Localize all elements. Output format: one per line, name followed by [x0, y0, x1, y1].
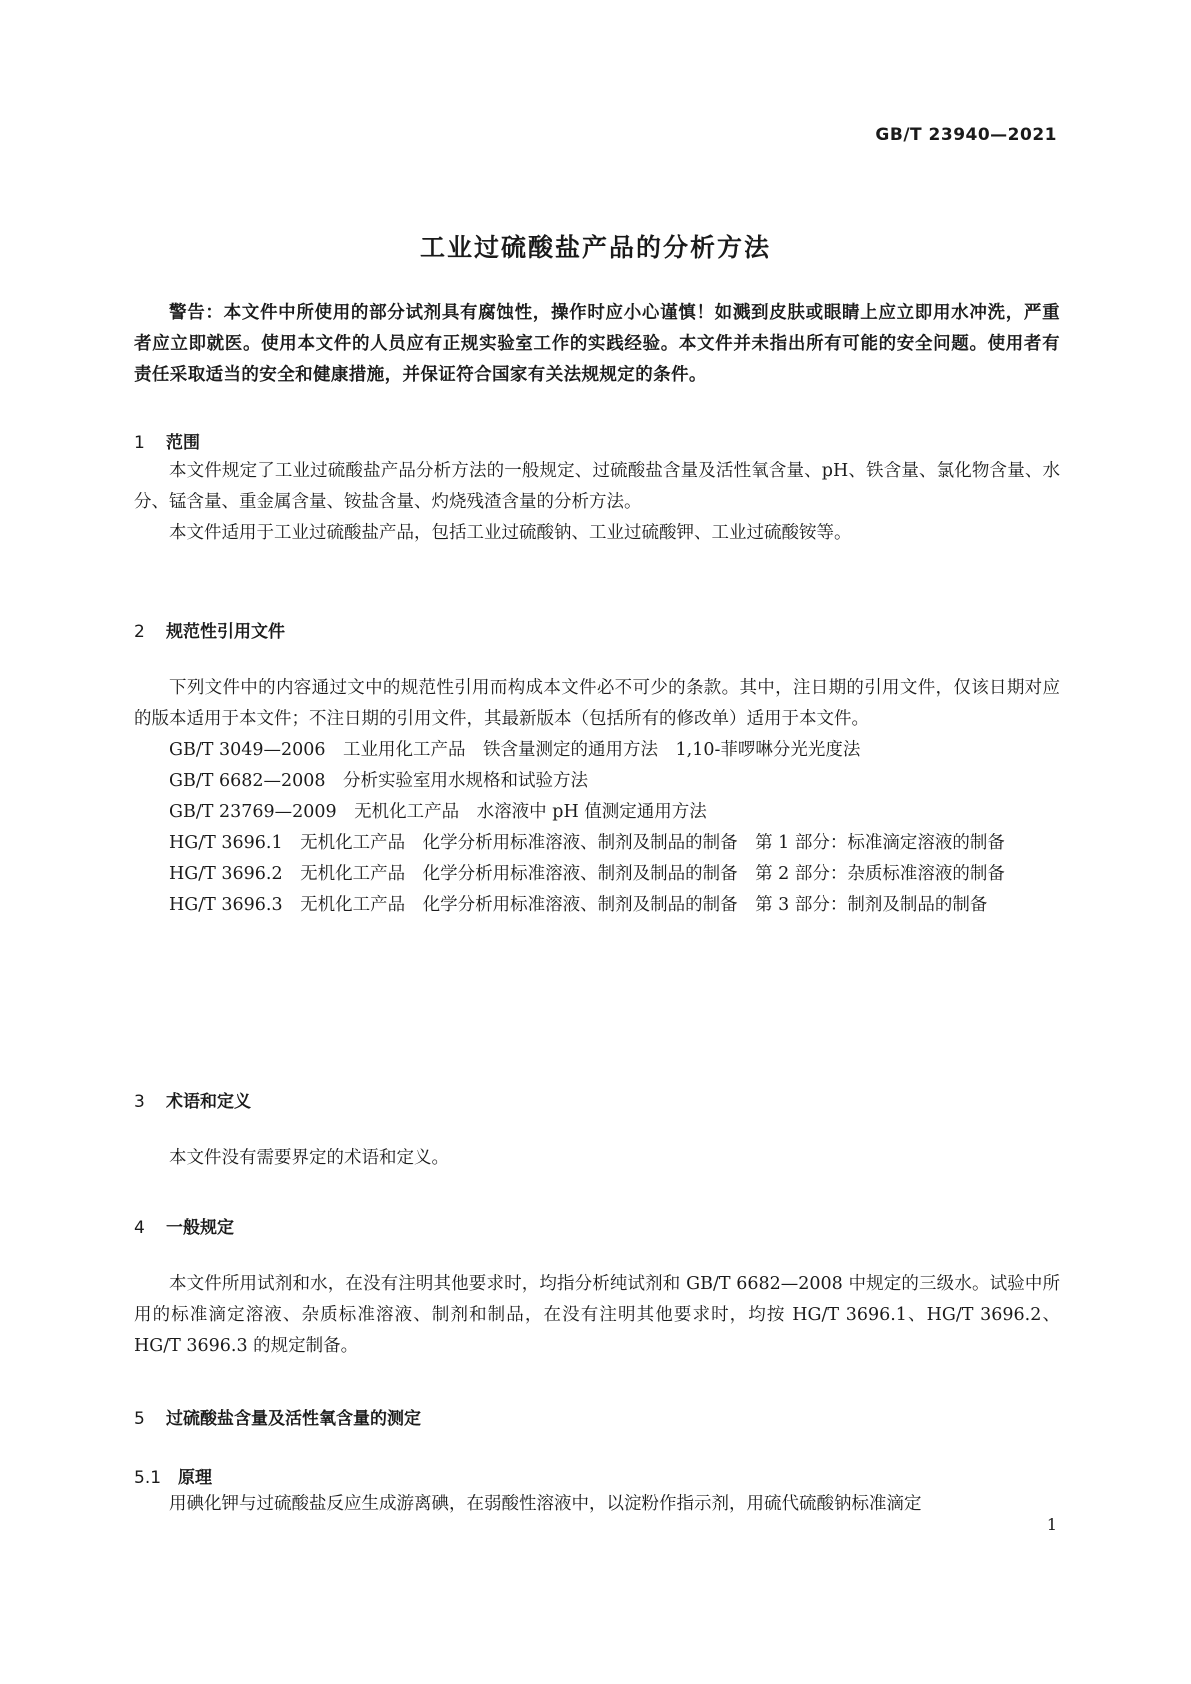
- section-3-heading: [134, 1087, 251, 1112]
- section-number: 1: [134, 433, 145, 453]
- section-4-heading: [134, 1213, 234, 1238]
- paragraph: 本文件规定了工业过硫酸盐产品分析方法的一般规定、过硫酸盐含量及活性氧含量、pH、铁含量、氯化物含量、水分、锰含量、重金属含量、铵盐含量、灼烧残渣含量的分析方法。: [134, 461, 1060, 512]
- section-number: 2: [134, 622, 145, 642]
- reference-item: GB/T 3049—2006 工业用化工产品 铁含量测定的通用方法 1,10-菲啰啉分光光度法: [169, 740, 861, 760]
- section-title: 术语和定义: [166, 1092, 251, 1112]
- section-title: 一般规定: [166, 1218, 234, 1238]
- section-title: 过硫酸盐含量及活性氧含量的测定: [166, 1409, 421, 1429]
- warning-notice: 警告：本文件中所使用的部分试剂具有腐蚀性，操作时应小心谨慎！如溅到皮肤或眼睛上应立即用水冲洗，严重者应立即就医。使用本文件的人员应有正规实验室工作的实践经验。本文件并未指出所有可能的安全问题。使用者有责任采取适当的安全和健康措施，并保证符合国家有关法规规定的条件。: [134, 303, 1060, 385]
- section-3-body: [134, 1143, 1060, 1174]
- section-number: 4: [134, 1218, 145, 1238]
- section-2-heading: [134, 617, 285, 642]
- section-number: 3: [134, 1092, 145, 1112]
- paragraph: 本文件适用于工业过硫酸盐产品，包括工业过硫酸钠、工业过硫酸钾、工业过硫酸铵等。: [169, 523, 852, 543]
- reference-item: GB/T 6682—2008 分析实验室用水规格和试验方法: [169, 771, 589, 791]
- paragraph: 下列文件中的内容通过文中的规范性引用而构成本文件必不可少的条款。其中，注日期的引用文件，仅该日期对应的版本适用于本文件；不注日期的引用文件，其最新版本（包括所有的修改单）适用于本文件。: [134, 678, 1060, 729]
- reference-item: HG/T 3696.3 无机化工产品 化学分析用标准溶液、制剂及制品的制备 第 3 部分：制剂及制品的制备: [169, 895, 988, 915]
- section-4-body: [134, 1269, 1060, 1362]
- section-5-1-body: [134, 1489, 1060, 1520]
- section-title: 原理: [178, 1468, 212, 1488]
- section-5-heading: [134, 1404, 421, 1429]
- page-number: 1: [1046, 1515, 1057, 1534]
- section-5-1-heading: [134, 1463, 212, 1488]
- paragraph: 本文件没有需要界定的术语和定义。: [169, 1148, 449, 1168]
- standard-id: GB/T 23940—2021: [875, 125, 1057, 145]
- section-1-body: [134, 456, 1060, 549]
- paragraph: 本文件所用试剂和水，在没有注明其他要求时，均指分析纯试剂和 GB/T 6682—2008 中规定的三级水。试验中所用的标准滴定溶液、杂质标准溶液、制剂和制品，在没有注明其他要求时，均按 HG/T 3696.1、HG/T 3696.2、HG/T 3696.3 的规定制备。: [134, 1274, 1060, 1356]
- reference-item: HG/T 3696.1 无机化工产品 化学分析用标准溶液、制剂及制品的制备 第 1 部分：标准滴定溶液的制备: [169, 833, 1005, 853]
- section-number: 5.1: [134, 1468, 162, 1488]
- section-title: 规范性引用文件: [166, 622, 285, 642]
- paragraph: 用碘化钾与过硫酸盐反应生成游离碘，在弱酸性溶液中，以淀粉作指示剂，用硫代硫酸钠标准滴定: [169, 1494, 922, 1514]
- section-2-body: [134, 673, 1060, 921]
- page-title: 工业过硫酸盐产品的分析方法: [419, 233, 771, 262]
- reference-item: HG/T 3696.2 无机化工产品 化学分析用标准溶液、制剂及制品的制备 第 2 部分：杂质标准溶液的制备: [169, 864, 1005, 884]
- section-1-heading: [134, 428, 200, 453]
- section-title: 范围: [166, 433, 200, 453]
- reference-item: GB/T 23769—2009 无机化工产品 水溶液中 pH 值测定通用方法: [169, 802, 707, 822]
- section-number: 5: [134, 1409, 145, 1429]
